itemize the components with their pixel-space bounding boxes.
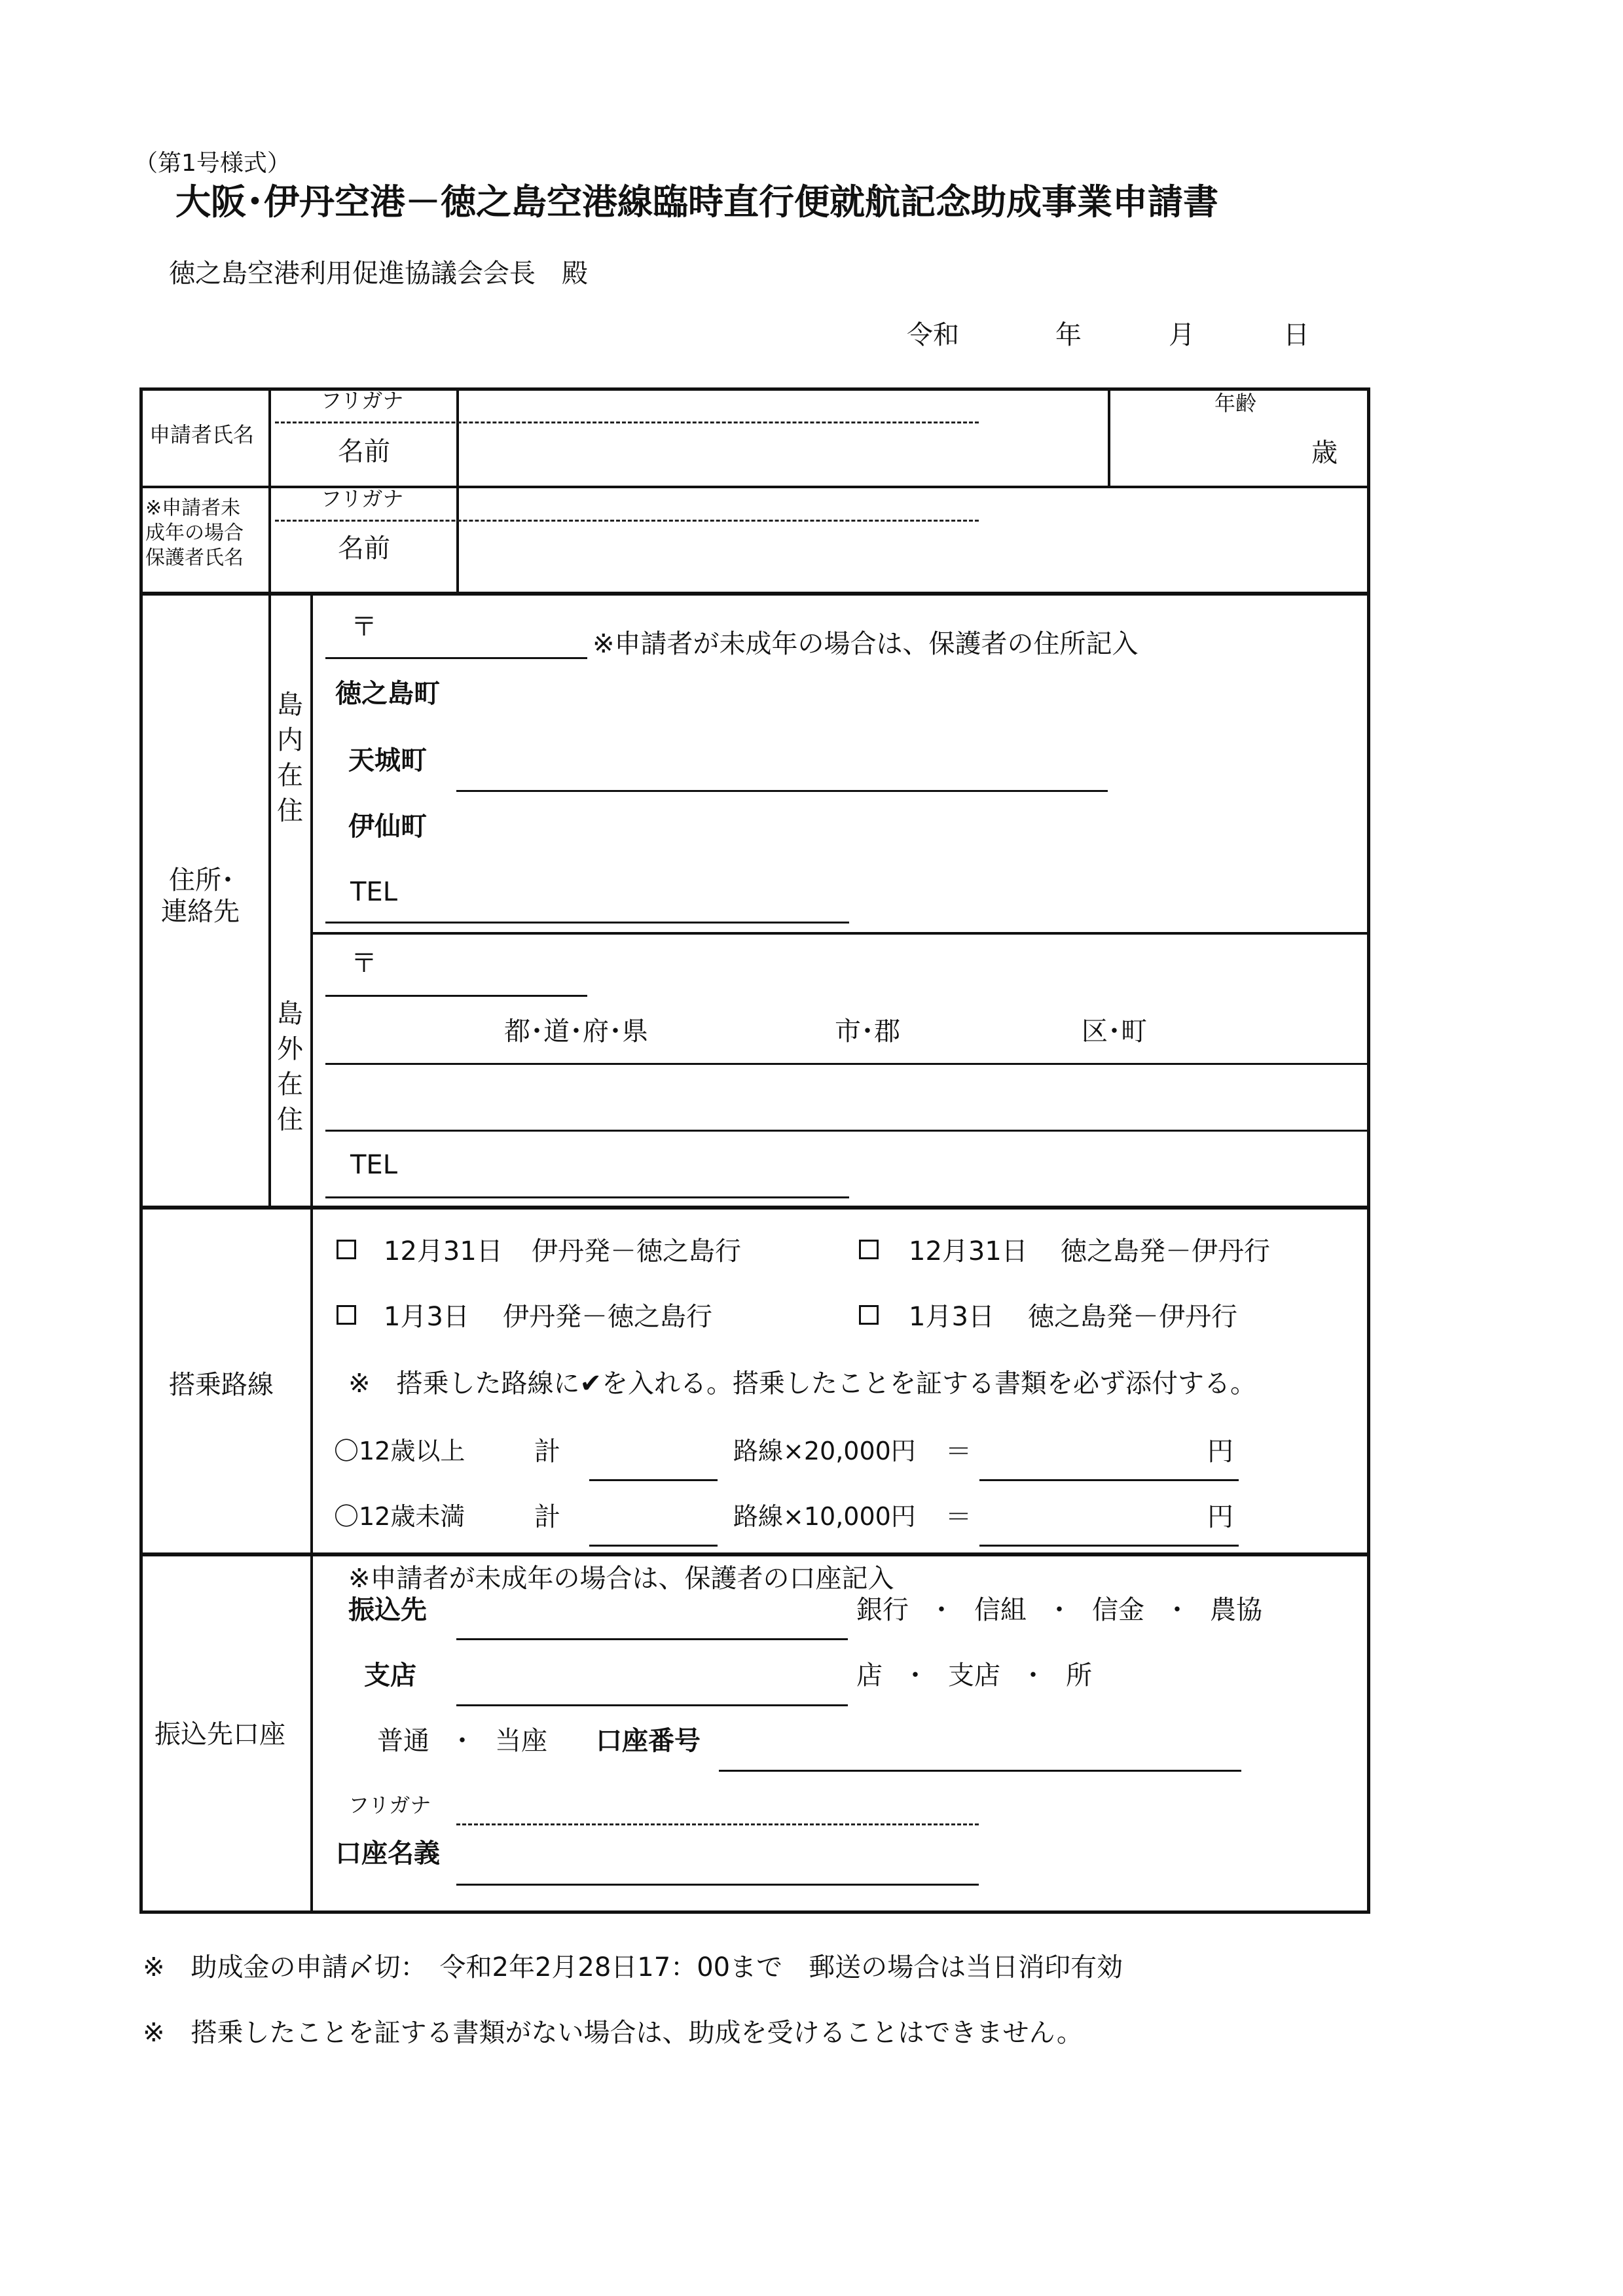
fare-equals: ＝ xyxy=(945,1437,972,1467)
outside-pref: 都･道･府･県 xyxy=(504,1016,648,1047)
route-date: 12月31日 xyxy=(384,1236,503,1266)
page-title: 大阪･伊丹空港－徳之島空港線臨時直行便就航記念助成事業申請書 xyxy=(175,181,1218,223)
route-checkbox[interactable] xyxy=(337,1240,356,1259)
bank-holder-label: 口座名義 xyxy=(335,1839,440,1869)
bank-label: 振込先口座 xyxy=(155,1719,285,1749)
guardian-label-line1: ※申請者未 xyxy=(145,497,241,520)
age-label: 年齢 xyxy=(1214,391,1257,416)
guardian-furigana-dash xyxy=(275,520,979,522)
application-form-table xyxy=(139,387,1370,1914)
route-checkbox[interactable] xyxy=(859,1240,879,1259)
guardian-label xyxy=(145,496,244,571)
bank-dest-field[interactable] xyxy=(456,1638,848,1640)
applicant-furigana-field[interactable] xyxy=(462,391,1103,419)
fare-group: 〇12歳未満 xyxy=(334,1502,465,1531)
outside-postal-mark: 〒 xyxy=(351,948,377,978)
date-month: 月 xyxy=(1169,320,1195,350)
age-field[interactable] xyxy=(1113,419,1303,483)
fare-total-label: 計 xyxy=(534,1437,560,1467)
outside-tel-line[interactable] xyxy=(325,1196,849,1198)
age-column-divider xyxy=(1108,387,1110,486)
routes-label: 搭乗路線 xyxy=(169,1370,274,1400)
outside-resident-label xyxy=(274,996,306,1138)
address-label-line2: 連絡先 xyxy=(161,897,240,927)
bank-account-number-field[interactable] xyxy=(719,1770,1241,1772)
date-era: 令和 xyxy=(907,320,959,350)
routes-note: ※ 搭乗した路線に✔を入れる。搭乗したことを証する書類を必ず添付する。 xyxy=(348,1369,1257,1399)
applicant-name-label: 名前 xyxy=(338,437,390,467)
addressee: 徳之島空港利用促進協議会会長 殿 xyxy=(169,259,588,289)
applicant-label: 申請者氏名 xyxy=(149,422,255,447)
fare-rate: 路線×10,000円 xyxy=(733,1502,916,1531)
town-isen: 伊仙町 xyxy=(348,812,427,842)
route-name: 徳之島発－伊丹行 xyxy=(1061,1236,1270,1266)
bank-account-number-label: 口座番号 xyxy=(596,1726,701,1756)
date-day: 日 xyxy=(1283,320,1309,350)
outside-label-char: 在 xyxy=(277,1069,303,1100)
bank-dest-label: 振込先 xyxy=(348,1595,427,1625)
content-column-divider xyxy=(310,594,313,1914)
route-name: 徳之島発－伊丹行 xyxy=(1028,1302,1237,1332)
bank-furigana-label: フリガナ xyxy=(348,1793,431,1818)
guardian-name-field[interactable] xyxy=(462,524,1365,588)
bank-furigana-field[interactable] xyxy=(456,1823,979,1825)
deadline-note: ※ 助成金の申請〆切： 令和2年2月28日17：00まで 郵送の場合は当日消印有効 xyxy=(143,1952,1123,1982)
island-postal-line[interactable] xyxy=(325,657,587,659)
bank-account-type: 普通 ･ 当座 xyxy=(377,1726,547,1756)
island-label-char: 在 xyxy=(277,761,303,791)
bank-dest-types: 銀行 ･ 信組 ･ 信金 ･ 農協 xyxy=(856,1595,1262,1625)
row-divider-guardian xyxy=(139,592,1370,596)
form-number: （第1号様式） xyxy=(134,150,291,177)
route-option[interactable] xyxy=(856,1236,1328,1268)
fare-total-label: 計 xyxy=(534,1502,560,1532)
fare-count-field[interactable] xyxy=(589,1545,718,1547)
bank-branch-label: 支店 xyxy=(364,1660,416,1691)
outside-address-line-1[interactable] xyxy=(325,1063,1370,1065)
route-option[interactable] xyxy=(334,1301,805,1334)
guardian-furigana-label: フリガナ xyxy=(321,486,404,511)
row-divider-address xyxy=(139,1206,1370,1210)
island-address-line[interactable] xyxy=(456,790,1108,792)
age-unit: 歳 xyxy=(1311,438,1338,468)
fare-amount-field[interactable] xyxy=(979,1545,1239,1547)
island-label-char: 住 xyxy=(277,796,303,826)
outside-label-char: 外 xyxy=(277,1034,303,1064)
route-name: 伊丹発－徳之島行 xyxy=(532,1236,741,1266)
applicant-furigana-dash xyxy=(275,422,979,423)
applicant-name-field[interactable] xyxy=(462,427,1103,483)
island-label-char: 島 xyxy=(277,690,303,720)
outside-postal-line[interactable] xyxy=(325,995,587,997)
bank-note: ※申請者が未成年の場合は、保護者の口座記入 xyxy=(348,1564,894,1594)
applicant-furigana-label: フリガナ xyxy=(321,388,404,413)
row-divider-routes xyxy=(139,1552,1370,1556)
row-divider-island xyxy=(310,932,1370,935)
town-tokunoshima: 徳之島町 xyxy=(335,679,440,709)
bank-branch-field[interactable] xyxy=(456,1704,848,1706)
island-address-note: ※申請者が未成年の場合は、保護者の住所記入 xyxy=(593,629,1139,659)
town-amagi: 天城町 xyxy=(348,745,427,776)
outside-ward: 区･町 xyxy=(1082,1016,1147,1047)
fare-group: 〇12歳以上 xyxy=(334,1437,465,1465)
island-postal-mark: 〒 xyxy=(351,612,377,642)
outside-label-char: 島 xyxy=(277,999,303,1029)
fare-unit: 円 xyxy=(1207,1502,1233,1532)
guardian-label-line2: 成年の場合 xyxy=(145,522,244,545)
address-label-divider xyxy=(268,594,271,1208)
label-column-divider xyxy=(268,387,271,594)
route-checkbox[interactable] xyxy=(337,1305,356,1325)
island-resident-label xyxy=(274,687,306,829)
route-date: 12月31日 xyxy=(909,1236,1028,1266)
island-tel-line[interactable] xyxy=(325,922,849,924)
fare-amount-field[interactable] xyxy=(979,1479,1239,1481)
fare-count-field[interactable] xyxy=(589,1479,718,1481)
route-date: 1月3日 xyxy=(909,1302,994,1332)
route-name: 伊丹発－徳之島行 xyxy=(503,1302,712,1332)
fare-calc-row xyxy=(310,1496,1370,1549)
guardian-label-line3: 保護者氏名 xyxy=(145,547,244,569)
address-label-line1: 住所･ xyxy=(169,865,234,895)
name-input-divider xyxy=(456,387,459,594)
outside-label-char: 住 xyxy=(277,1105,303,1135)
outside-tel-label: TEL xyxy=(350,1150,397,1180)
fare-unit: 円 xyxy=(1207,1437,1233,1467)
outside-address-line-2[interactable] xyxy=(325,1130,1370,1132)
fare-equals: ＝ xyxy=(945,1502,972,1532)
route-option[interactable] xyxy=(334,1236,805,1268)
island-tel-label: TEL xyxy=(350,877,397,907)
fare-rate: 路線×20,000円 xyxy=(733,1437,916,1465)
bank-branch-types: 店 ･ 支店 ･ 所 xyxy=(856,1660,1092,1691)
route-checkbox[interactable] xyxy=(859,1305,879,1325)
fare-calc-row xyxy=(310,1431,1370,1483)
proof-note: ※ 搭乗したことを証する書類がない場合は、助成を受けることはできません。 xyxy=(143,2018,1083,2048)
island-label-char: 内 xyxy=(277,725,303,755)
route-date: 1月3日 xyxy=(384,1302,469,1332)
guardian-furigana-field[interactable] xyxy=(462,490,1365,517)
guardian-name-label: 名前 xyxy=(338,533,390,564)
bank-holder-field[interactable] xyxy=(456,1884,979,1886)
route-option[interactable] xyxy=(856,1301,1328,1334)
date-year: 年 xyxy=(1055,320,1082,350)
outside-city: 市･郡 xyxy=(835,1016,900,1047)
